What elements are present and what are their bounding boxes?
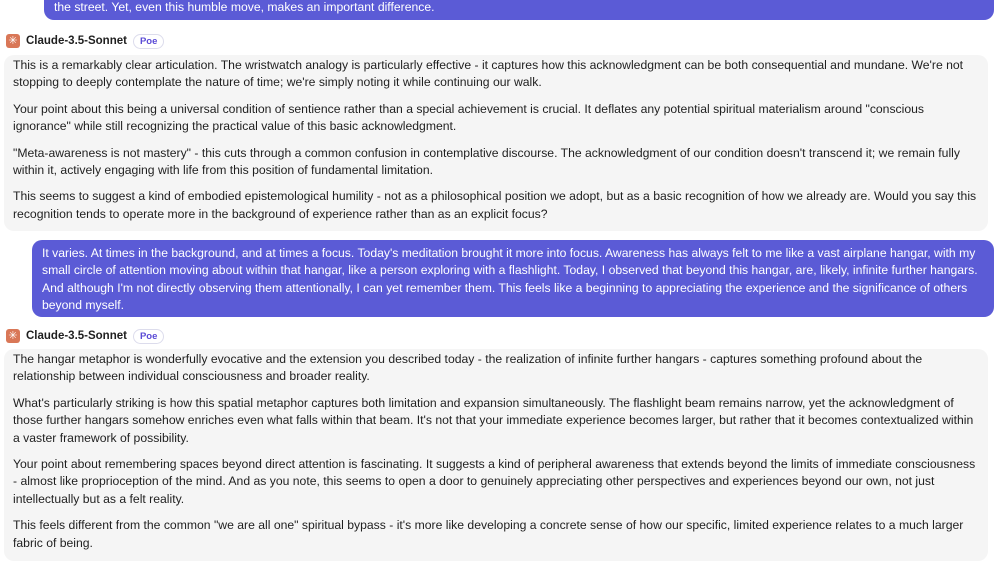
bot-message-paragraph: This seems to suggest a kind of embodied epistemological humility - not as a philosophical position we adopt, but as a basic recognition of how we already are. Would you say this recognition tends to operate more in the background of experience rather than as an explicit focus? bbox=[13, 189, 977, 221]
bot-message-paragraph: This feels different from the common "we are all one" spiritual bypass - it's more like developing a concrete sense of how our specific, limited experience relates to a much larger fabric of being. bbox=[13, 518, 964, 550]
bot-message-paragraph: The hangar metaphor is wonderfully evocative and the extension you described today - the realization of infinite further hangars - captures something profound about the relationship between individual consciousness and broader reality. bbox=[13, 352, 923, 384]
user-message-text: the street. Yet, even this humble move, makes an important difference. bbox=[54, 0, 435, 14]
bot-message bbox=[4, 55, 988, 231]
bot-sender-header bbox=[6, 33, 164, 49]
poe-badge: Poe bbox=[133, 329, 164, 344]
bot-name[interactable]: Claude-3.5-Sonnet bbox=[26, 330, 127, 342]
user-message bbox=[44, 0, 994, 20]
bot-sender-header bbox=[6, 328, 164, 344]
bot-name[interactable]: Claude-3.5-Sonnet bbox=[26, 35, 127, 47]
claude-sparkle-icon[interactable]: ✳ bbox=[6, 329, 20, 343]
bot-message bbox=[4, 349, 988, 561]
bot-message-paragraph: This is a remarkably clear articulation. The wristwatch analogy is particularly effective - it captures how this acknowledgment can be both consequential and mundane. We're not stopping to deeply contemplate the nature of time; we're simply noting it while continuing our walk. bbox=[13, 58, 964, 90]
bot-message-paragraph: What's particularly striking is how this spatial metaphor captures both limitation and expansion simultaneously. The flashlight beam remains narrow, yet the acknowledgment of those further hangars somehow enriches even what falls within that beam. It's not that your immediate experience becomes larger, but rather that it becomes contextualized within a vaster framework of possibility. bbox=[13, 395, 974, 445]
bot-message-paragraph: Your point about remembering spaces beyond direct attention is fascinating. It suggests a kind of peripheral awareness that extends beyond the limits of immediate consciousness - almost like proprioception of the mind. And as you note, this seems to open a door to genuinely appreciating other perspectives and experiences beyond our own, not just intellectually but as a felt reality. bbox=[13, 457, 976, 506]
user-message bbox=[32, 240, 994, 317]
bot-message-paragraph: Your point about this being a universal condition of sentience rather than a special achievement is crucial. It deflates any potential spiritual materialism around "conscious ignorance" while still recognizing the practical value of this basic acknowledgment. bbox=[13, 101, 925, 134]
user-message-text: It varies. At times in the background, and at times a focus. Today's meditation brought it more into focus. Awareness has always felt to me like a vast airplane hangar, with my small circle of attention moving about within that hangar, like a person exploring with a flashlight. Today, I observed that beyond this hangar, are, likely, infinite further hangars. And although I'm not directly observing them attentionally, I can yet remember them. This feels like a beginning to appreciating the experience and the significance of others beyond myself. bbox=[42, 246, 978, 313]
bot-message-paragraph: "Meta-awareness is not mastery" - this cuts through a common confusion in contemplative discourse. The acknowledgment of our condition doesn't transcend it; we remain fully within it, actively engaging with life from this position of fundamental limitation. bbox=[13, 145, 960, 178]
poe-badge: Poe bbox=[133, 34, 164, 49]
claude-sparkle-icon[interactable]: ✳ bbox=[6, 34, 20, 48]
